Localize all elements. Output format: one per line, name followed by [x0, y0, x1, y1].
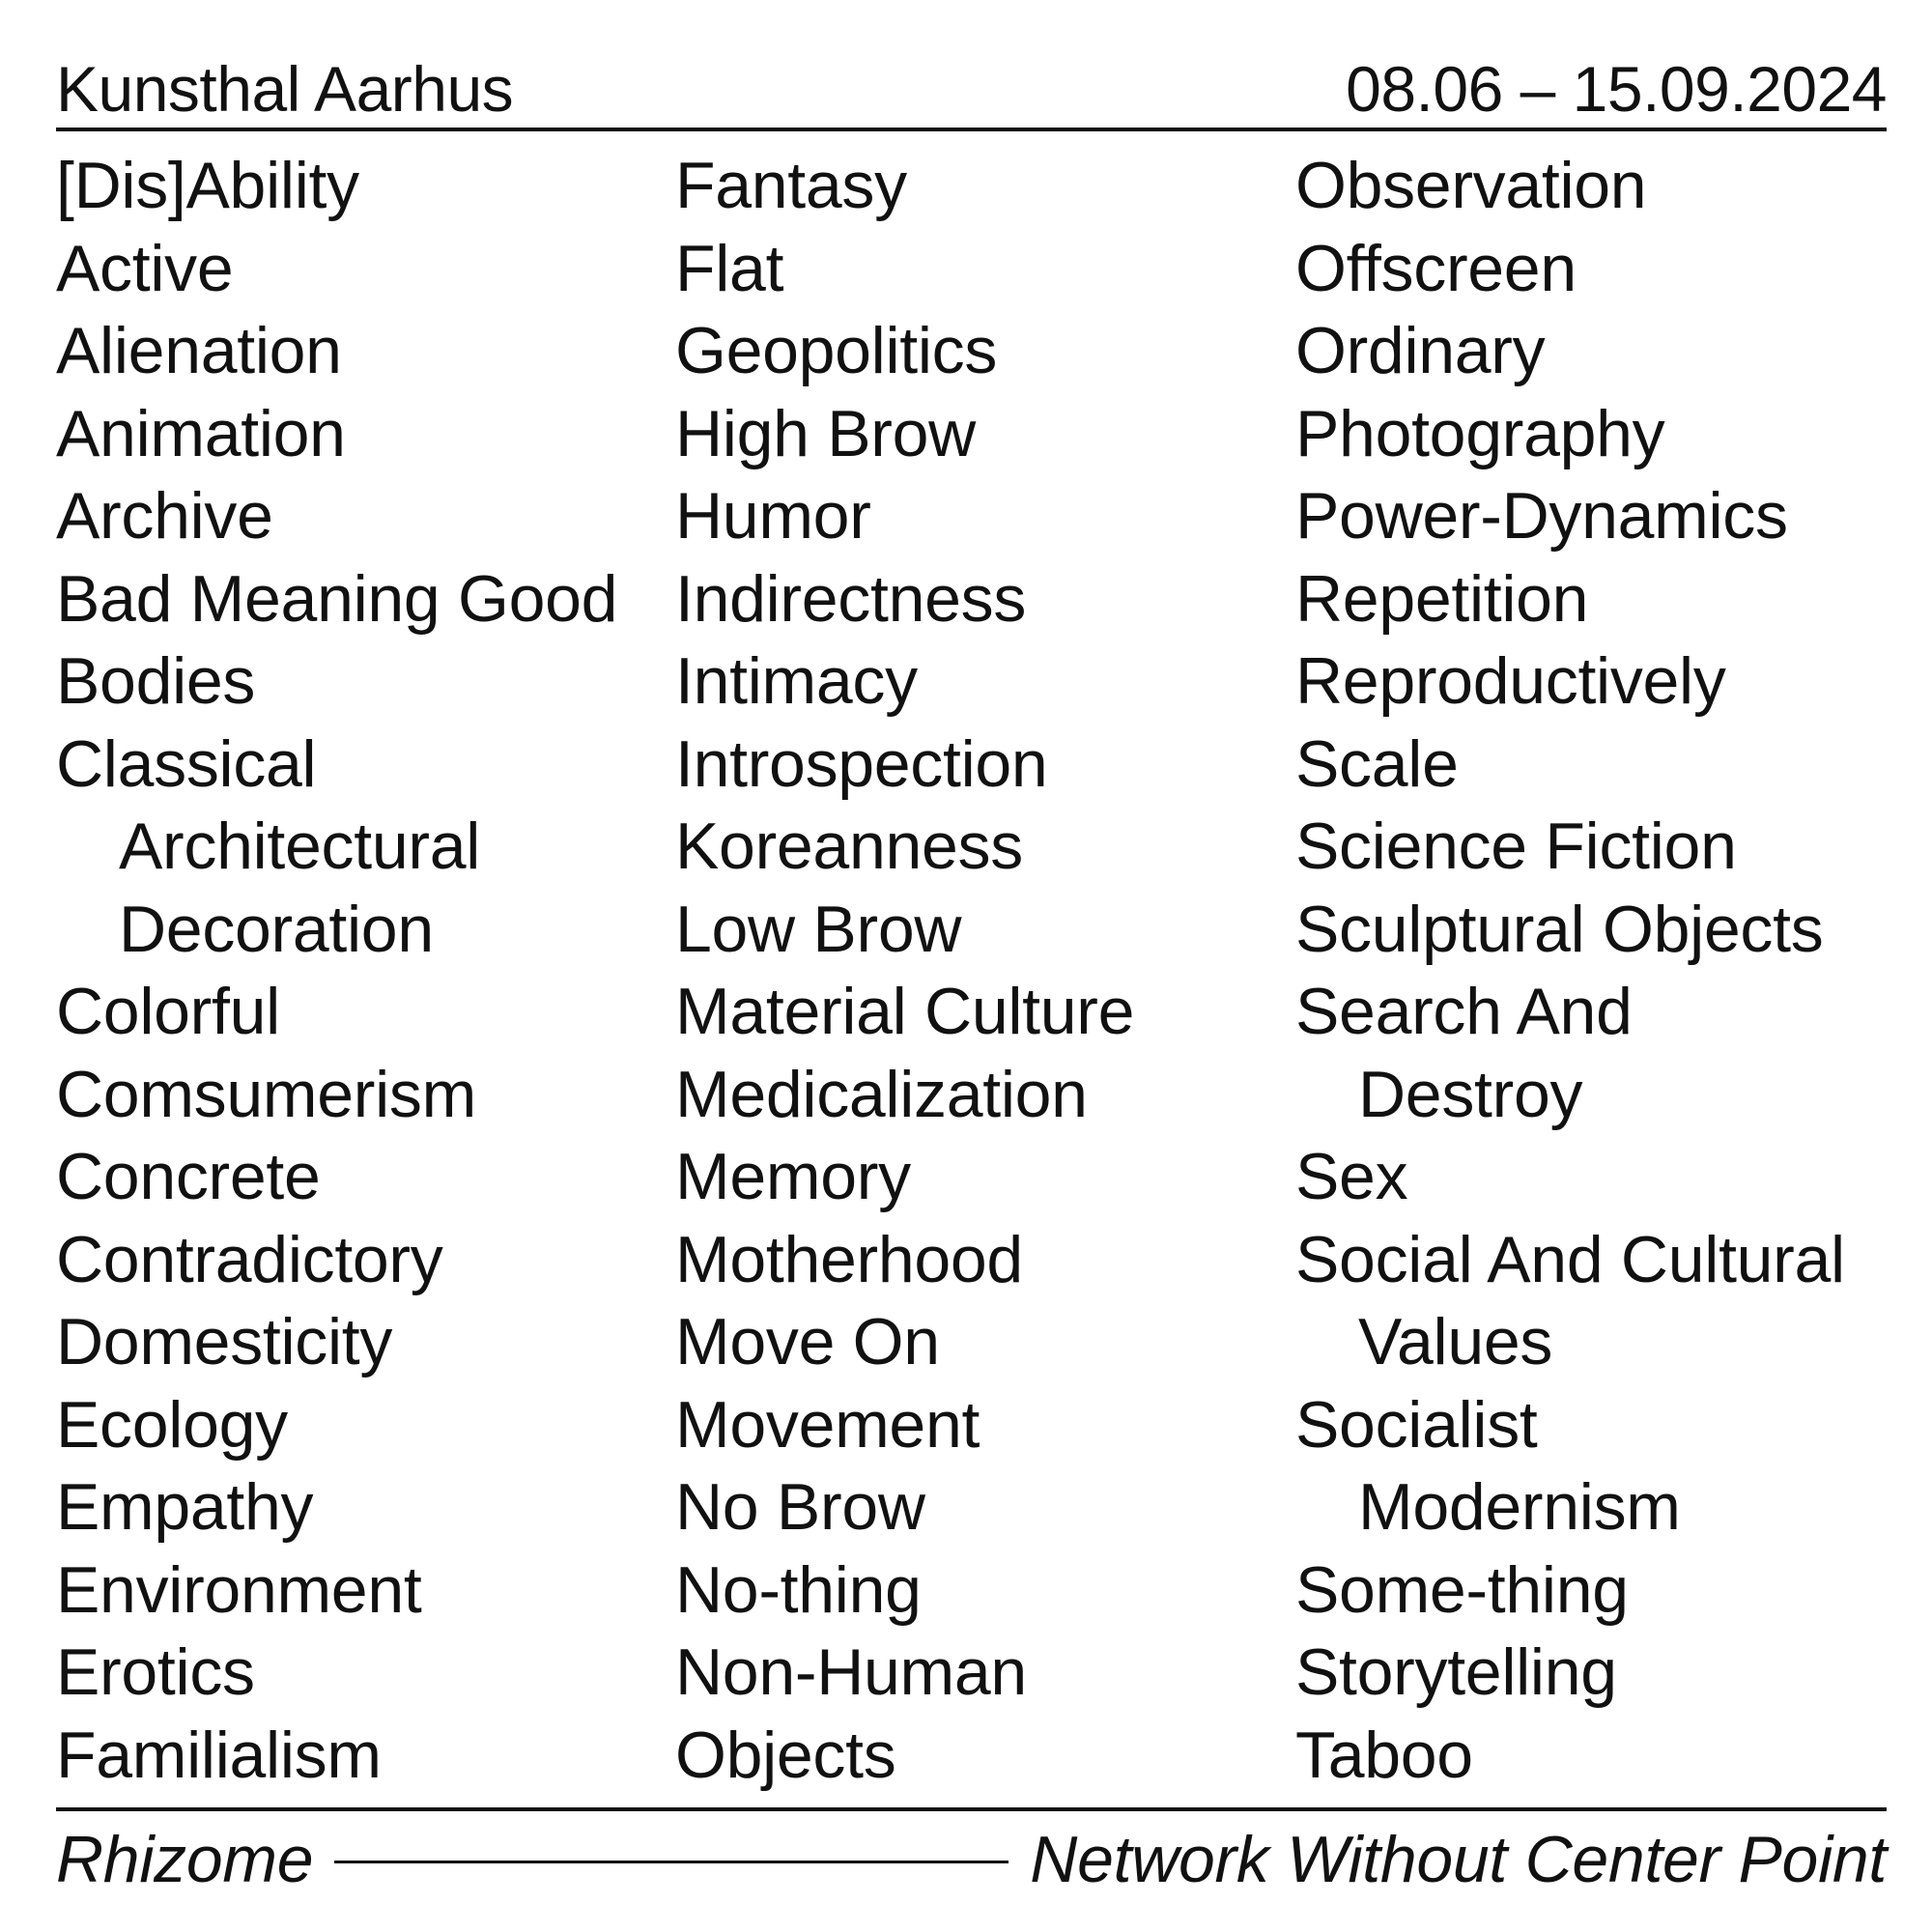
term-text-continuation: Destroy	[1358, 1057, 1583, 1131]
term-text: Koreanness	[675, 810, 1023, 883]
footer-right-title: Network Without Center Point	[1030, 1823, 1887, 1896]
term-text: Motherhood	[675, 1222, 1023, 1296]
term-text: Photography	[1295, 396, 1665, 470]
term-item	[675, 1136, 1293, 1219]
term-item	[675, 1219, 1293, 1302]
footer-connector-line	[334, 1861, 1009, 1863]
term-text: Repetition	[1295, 561, 1589, 636]
term-text: Social And Cultural	[1295, 1222, 1845, 1296]
term-column-3	[1295, 145, 1894, 1797]
term-text: Environment	[56, 1552, 422, 1627]
term-text-continuation: Modernism	[1358, 1470, 1681, 1544]
term-item	[675, 145, 1293, 228]
term-text: Classical	[56, 726, 317, 801]
term-text: Humor	[675, 479, 871, 553]
term-item	[1295, 1384, 1894, 1549]
term-item	[1295, 640, 1894, 724]
term-item	[56, 228, 674, 311]
term-item	[56, 1136, 674, 1219]
term-item	[675, 310, 1293, 393]
term-text: Flat	[675, 231, 784, 305]
term-text: Storytelling	[1295, 1635, 1617, 1709]
term-text: Bad Meaning Good	[56, 561, 618, 636]
footer-left-title: Rhizome	[56, 1823, 314, 1896]
term-item	[675, 1384, 1293, 1467]
term-item	[675, 1466, 1293, 1549]
term-item	[56, 1219, 674, 1302]
bottom-divider	[56, 1807, 1887, 1811]
term-item	[1295, 971, 1894, 1136]
term-item	[675, 640, 1293, 724]
term-item	[1295, 475, 1894, 558]
term-text: Objects	[675, 1718, 896, 1792]
term-item	[1295, 1219, 1894, 1384]
term-text: Offscreen	[1295, 231, 1577, 305]
term-item	[675, 393, 1293, 476]
top-divider	[56, 128, 1887, 131]
term-text: Movement	[675, 1387, 980, 1462]
term-item	[1295, 889, 1894, 972]
term-text: Power-Dynamics	[1295, 479, 1788, 553]
term-text: Some-thing	[1295, 1552, 1629, 1627]
term-item	[56, 971, 674, 1054]
term-item	[675, 1054, 1293, 1137]
term-text: Empathy	[56, 1470, 314, 1544]
venue-name: Kunsthal Aarhus	[56, 53, 514, 125]
term-column-2	[675, 145, 1293, 1797]
term-text: Erotics	[56, 1635, 255, 1709]
term-item	[56, 1384, 674, 1467]
term-item	[1295, 228, 1894, 311]
term-item	[1295, 1632, 1894, 1715]
term-item	[675, 1715, 1293, 1798]
term-item	[56, 393, 674, 476]
term-item	[56, 310, 674, 393]
term-text: Fantasy	[675, 149, 907, 222]
term-text: No Brow	[675, 1470, 925, 1544]
term-item	[56, 1301, 674, 1384]
term-item	[675, 228, 1293, 311]
term-text: No-thing	[675, 1552, 922, 1627]
term-text: Medicalization	[675, 1057, 1088, 1131]
term-item	[1295, 806, 1894, 889]
term-text: Bodies	[56, 644, 256, 718]
exhibition-dates: 08.06 – 15.09.2024	[1346, 53, 1887, 125]
term-text: Sex	[1295, 1140, 1408, 1213]
term-text: Observation	[1295, 149, 1647, 222]
term-text: High Brow	[675, 396, 976, 470]
term-item	[675, 889, 1293, 972]
exhibition-poster	[56, 0, 1887, 1932]
term-text: Concrete	[56, 1140, 321, 1213]
term-text: Introspection	[675, 726, 1048, 801]
term-text: Alienation	[56, 314, 342, 387]
term-columns	[56, 145, 1887, 1797]
term-item	[56, 1054, 674, 1137]
term-text: Intimacy	[675, 644, 918, 718]
term-text-continuation: Values	[1358, 1305, 1553, 1378]
term-item	[1295, 310, 1894, 393]
term-text: Contradictory	[56, 1222, 443, 1296]
term-text: [Dis]Ability	[56, 149, 359, 222]
term-text: Animation	[56, 396, 346, 470]
term-item	[675, 1632, 1293, 1715]
term-text: Familialism	[56, 1718, 382, 1792]
term-item	[56, 640, 674, 724]
term-item	[675, 558, 1293, 641]
term-item	[56, 1715, 674, 1798]
term-text: Active	[56, 231, 234, 305]
term-item	[1295, 1136, 1894, 1219]
term-item	[1295, 393, 1894, 476]
term-text: Indirectness	[675, 561, 1027, 636]
term-text: Reproductively	[1295, 644, 1726, 718]
term-item	[56, 558, 674, 641]
term-text: Low Brow	[675, 892, 962, 966]
term-item	[675, 475, 1293, 558]
term-text-continuation: Decoration	[119, 892, 434, 966]
term-text: Geopolitics	[675, 314, 998, 387]
term-text: Socialist	[1295, 1387, 1538, 1462]
term-item	[1295, 145, 1894, 228]
term-text: Comsumerism	[56, 1057, 476, 1131]
term-text: Taboo	[1295, 1718, 1473, 1792]
term-item	[56, 724, 674, 972]
term-text: Scale	[1295, 726, 1459, 801]
header	[56, 50, 1887, 128]
term-item	[675, 1301, 1293, 1384]
term-item	[56, 1632, 674, 1715]
term-text-continuation: Architectural	[119, 810, 481, 883]
term-text: Domesticity	[56, 1305, 393, 1378]
term-text: Colorful	[56, 975, 280, 1048]
term-item	[1295, 724, 1894, 807]
term-column-1	[56, 145, 674, 1797]
term-text: Move On	[675, 1305, 940, 1378]
term-item	[675, 1549, 1293, 1633]
term-item	[1295, 1715, 1894, 1798]
term-item	[56, 1549, 674, 1633]
term-item	[56, 1466, 674, 1549]
term-item	[1295, 1549, 1894, 1633]
term-text: Non-Human	[675, 1635, 1027, 1709]
term-item	[675, 971, 1293, 1054]
term-text: Science Fiction	[1295, 810, 1737, 883]
term-text: Ecology	[56, 1387, 288, 1462]
term-text: Ordinary	[1295, 314, 1546, 387]
footer	[56, 1821, 1887, 1898]
term-text: Archive	[56, 479, 273, 553]
term-item	[675, 724, 1293, 807]
term-text: Sculptural Objects	[1295, 892, 1824, 966]
term-text: Material Culture	[675, 975, 1135, 1048]
term-item	[56, 145, 674, 228]
term-text: Search And	[1295, 975, 1633, 1048]
term-text: Memory	[675, 1140, 911, 1213]
term-item	[1295, 558, 1894, 641]
term-item	[675, 806, 1293, 889]
term-item	[56, 475, 674, 558]
